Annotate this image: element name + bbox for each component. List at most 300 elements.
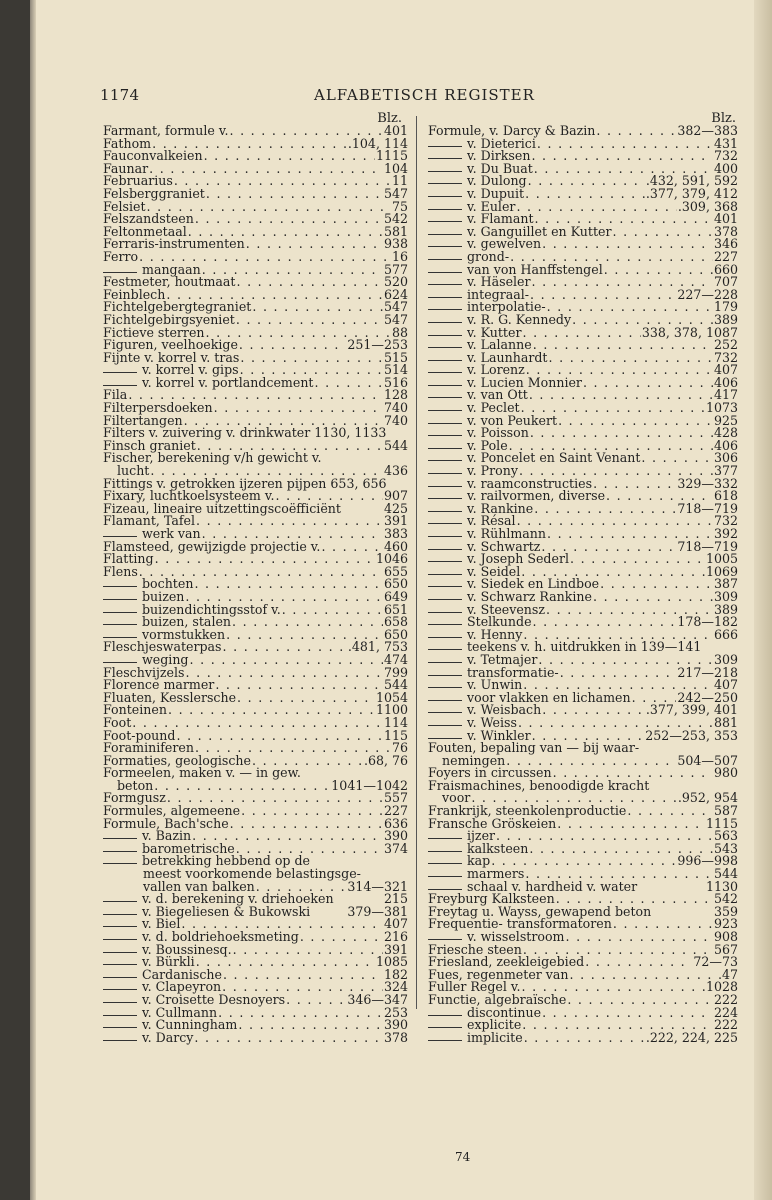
repeat-dash [428,599,462,600]
entry-term: v. raamconstructies [467,475,593,491]
repeat-dash [428,486,462,487]
entry-page-ref: 567 [713,941,738,957]
entry-page-ref: .481, 753 [347,639,408,655]
repeat-dash [428,612,462,613]
repeat-dash [428,473,462,474]
entry-term: ijzer [467,828,496,844]
entry-term: nemingen [442,752,506,768]
dot-leader [149,163,383,176]
entry-page-ref: 406 [713,374,738,390]
entry-page-ref: 516 [383,374,408,390]
dot-leader [230,818,383,831]
entry-page-ref: 76 [391,740,408,756]
entry-page-ref: 114 [383,714,408,730]
repeat-dash [428,624,462,625]
entry-term: Frequentie- transformatoren [428,916,612,932]
page-number: 1174 [100,86,140,104]
entry-term: voor [442,790,471,806]
entry-term: v. Poisson [467,425,529,441]
entry-page-ref: 428 [713,425,738,441]
entry-page-ref: .309, 368 [677,198,738,214]
entry-page-ref: 655 [383,563,408,579]
entry-page-ref: 1069 [705,563,738,579]
dot-leader [596,125,676,138]
entry-term: transformatie- [467,664,559,680]
entry-term: kap [467,853,491,869]
entry-term: v. d. boldriehoeksmeting [142,929,299,944]
entry-page-ref: 474 [383,651,408,667]
entry-page-ref: 718—719 [677,500,738,516]
dot-leader [528,175,645,188]
entry-page-ref: 338, 378, 1087 [641,324,738,340]
repeat-dash [428,460,462,461]
entry-term: Formules, algemeene [103,803,241,819]
entry-page-ref: 309 [713,588,738,604]
entry-term: v. Rühlmann [467,526,547,541]
running-title: ALFABETISCH REGISTER [314,86,535,104]
entry-term: v. Résal [467,513,516,529]
entry-term: implicite [467,1029,523,1045]
dot-leader [516,201,676,214]
entry-term: Flamsteed, gewijzigde projectie v. [103,538,321,554]
entry-term: discontinue [467,1004,542,1020]
dot-leader [154,780,330,793]
repeat-dash [428,675,462,676]
repeat-dash [103,964,137,965]
entry-page-ref: 407 [713,362,738,378]
dot-leader [223,641,347,654]
entry-page-ref: 799 [383,664,408,680]
entry-term: betrekking hebbend op de [142,853,310,869]
entry-page-ref: .377, 379, 412 [645,185,738,201]
entry-page-ref: 47 [721,966,738,982]
repeat-dash [428,360,462,361]
entry-term: marmers [467,866,525,882]
entry-page-ref: 346—347 [347,991,408,1007]
entry-page-ref: 252 [713,337,738,353]
entry-list [428,125,738,1044]
entry-term: Fransche Gröskeien [428,815,557,831]
entry-page-ref: 378 [383,1029,408,1045]
repeat-dash [428,322,462,323]
entry-term: Functie, algebraïsche [428,991,567,1007]
entry-term: v. Dupuit [467,185,525,201]
dot-leader [168,704,375,717]
entry-page-ref: 383 [383,526,408,541]
entry-term: v. Croisette Desnoyers [142,991,286,1007]
entry-page-ref: 460 [383,538,408,554]
entry-term: Frankrijk, steenkolenproductie [428,803,627,819]
entry-term: v. Cunningham [142,1017,238,1033]
entry-page-ref: 222 [713,991,738,1007]
repeat-dash [103,372,137,373]
entry-term: v. Euler [467,198,516,214]
entry-term: v. R. G. Kennedy [467,311,572,327]
entry-term: v. Boussinesq. [142,941,232,957]
repeat-dash [103,939,137,940]
entry-page-ref: 11 [391,173,408,189]
entry-page-ref: 329—332 [677,475,738,491]
repeat-dash [428,939,462,940]
entry-term: Fathom [103,135,152,151]
entry-term: Fischer, berekening v/h gewicht v. [103,450,322,466]
entry-page-ref: 732 [713,148,738,164]
dot-leader [531,150,713,163]
entry-term: v. Dirksen [467,148,531,164]
repeat-dash [103,989,137,990]
repeat-dash [428,561,462,562]
dot-leader [194,1032,383,1045]
entry-term: v. Winkler [467,727,531,743]
dot-leader [524,1032,645,1045]
dot-leader [558,415,713,428]
entry-term: v. gewelven [467,236,542,252]
repeat-dash [103,612,137,613]
dot-leader [604,264,713,277]
entry-page-ref: 104 [383,160,408,176]
dot-leader [613,918,713,931]
entry-page-ref: 1073 [705,400,738,416]
repeat-dash [428,385,462,386]
entry-page-ref: 391 [383,513,408,529]
entry-term: vormstukken [142,626,226,642]
entry-page-ref: 406 [713,437,738,453]
dot-leader [542,238,713,251]
entry-term: weging [142,651,189,667]
repeat-dash [428,1015,462,1016]
entry-term: Fixary, luchtkoelsysteem v. [103,488,275,504]
entry-term: beton [117,777,154,793]
entry-term: Fizeau, lineaire uitzettingscoëfficiënt [103,500,341,516]
dot-leader [236,314,383,327]
entry-term: v. Prony [467,463,518,479]
dot-leader [218,1007,383,1020]
entry-page-ref: 306 [713,450,738,466]
entry-term: v. Dulong [467,173,527,189]
entry-page-ref: 382—383 [677,123,738,138]
entry-page-ref: 379—381 [347,903,408,919]
signature-mark: 74 [455,1150,471,1164]
entry-term: v. d. berekening v. driehoeken [142,891,334,907]
dot-leader [593,478,676,491]
entry-term: v. Du Buat [467,160,533,176]
repeat-dash [428,183,462,184]
dot-leader [240,352,383,365]
dot-leader [241,805,383,818]
entry-term: Fraismachines, benoodigde kracht [428,777,650,793]
entry-term: v. Henny [467,626,523,642]
entry-term: v. Lorenz [467,362,525,378]
dot-leader [496,830,713,843]
repeat-dash [103,1015,137,1016]
entry-term: v. Lalanne [467,337,532,353]
entry-page-ref: 253 [383,1004,408,1020]
entry-term: Fleschjeswaterpas [103,639,222,655]
repeat-dash [428,649,462,650]
entry-term: v. Peclet [467,400,520,416]
index-entry [103,238,408,251]
entry-page-ref: 178—182 [677,614,738,630]
entry-term: v. Cullmann [142,1004,218,1020]
dot-leader [206,188,383,201]
entry-page-ref: 515 [383,349,408,365]
entry-term: Foraminiferen [103,740,194,756]
entry-page-ref: 666 [713,626,738,642]
repeat-dash [428,372,462,373]
dot-leader [533,339,713,352]
dot-leader [196,956,375,969]
repeat-dash [428,712,462,713]
entry-page-ref: 227 [713,248,738,264]
dot-leader [286,994,346,1007]
entry-term: Farmant, formule v. [103,123,229,138]
entry-term: Formule, v. Darcy & Bazin [428,123,596,138]
dot-leader [600,578,713,591]
entry-page-ref: 224 [713,1004,738,1020]
entry-page-ref: 431 [713,135,738,151]
entry-page-ref: 542 [713,891,738,907]
entry-page-ref: 1085 [375,954,408,970]
index-entry [103,553,408,566]
dot-leader [185,667,382,680]
book-binding [0,0,30,1200]
entry-term: Formule, Bach'sche [103,815,229,831]
repeat-dash [428,335,462,336]
entry-term: buizendichtingsstof v. [142,601,281,617]
dot-leader [570,969,721,982]
entry-page-ref: 996—998 [677,853,738,869]
repeat-dash [428,146,462,147]
blz-label: Blz. [711,111,736,126]
repeat-dash [428,423,462,424]
dot-leader [321,541,383,554]
entry-page-ref: 1115 [375,148,408,164]
entry-term: teekens v. h. uitdrukken in 139—141 [467,639,702,655]
entry-term: v. Häseler [467,274,531,290]
entry-term: Fichtelgebergtegraniet [103,299,252,315]
entry-term: Ferro [103,248,139,264]
entry-term: Freytag u. Wayss, gewapend beton [428,903,652,919]
entry-term: Figuren, veelhoekige [103,337,238,353]
entry-page-ref: 938 [383,236,408,252]
dot-leader [542,1007,713,1020]
entry-page-ref: 1100 [375,702,408,718]
entry-term: v. Darcy [142,1029,194,1045]
entry-page-ref: 547 [383,311,408,327]
entry-page-ref: 660 [713,261,738,277]
entry-page-ref: 740 [383,400,408,416]
repeat-dash [103,1027,137,1028]
repeat-dash [103,901,137,902]
entry-page-ref: 389 [713,311,738,327]
dot-leader [194,578,383,591]
entry-page-ref: 1046 [375,551,408,567]
repeat-dash [428,435,462,436]
entry-term: Faunar [103,160,149,176]
entry-page-ref: 1005 [705,551,738,567]
entry-term: Finsch graniet [103,437,196,453]
dot-leader [155,553,375,566]
repeat-dash [428,209,462,210]
repeat-dash [103,914,137,915]
entry-term: Filterpersdoeken [103,400,213,416]
entry-page-ref: 88 [391,324,408,340]
repeat-dash [428,196,462,197]
entry-term: lucht [117,463,150,479]
dot-leader [530,289,676,302]
entry-term: meest voorkomende belastingsge- [143,866,361,882]
repeat-dash [428,171,462,172]
dot-leader [566,931,713,944]
entry-term: v. Schwarz Rankine [467,588,592,604]
repeat-dash [428,586,462,587]
entry-page-ref: 222 [713,1017,738,1033]
entry-page-ref: 732 [713,513,738,529]
entry-page-ref: 925 [713,412,738,428]
index-entry [103,185,408,201]
repeat-dash [428,725,462,726]
entry-term: vallen van balken [143,878,255,894]
dot-leader [612,226,712,239]
entry-term: v. Joseph Sederl [467,551,569,567]
entry-page-ref: 544 [383,437,408,453]
entry-term: v. Weiss [467,714,517,730]
dot-leader [517,515,713,528]
repeat-dash [428,549,462,550]
repeat-dash [428,536,462,537]
entry-term: v. Tetmajer [467,651,538,667]
repeat-dash [428,511,462,512]
dot-leader [627,805,713,818]
repeat-dash [428,259,462,260]
repeat-dash [428,863,462,864]
entry-term: buizen, stalen [142,614,232,630]
index-entry [103,704,408,717]
entry-term: Februarius [103,173,173,189]
repeat-dash [428,498,462,499]
entry-page-ref: 1130 [705,878,738,894]
entry-page-ref: 1054 [375,689,408,705]
entry-page-ref: 400 [713,160,738,176]
entry-page-ref: 389 [713,601,738,617]
repeat-dash [428,272,462,273]
entry-term: Friesland, zeekleigebied [428,954,585,970]
repeat-dash [428,1040,462,1041]
entry-term: Fauconvalkeien [103,148,203,164]
repeat-dash [103,952,137,953]
entry-term: Felsberggraniet [103,185,205,201]
entry-term: Fittings v. getrokken ijzeren pijpen 653, 656 [103,475,387,491]
entry-page-ref: 563 [713,828,738,844]
entry-page-ref: 407 [383,916,408,932]
index-entry [103,150,408,163]
entry-page-ref: .377, 399, 401 [645,702,738,718]
repeat-dash [428,297,462,298]
entry-page-ref: 251—253 [347,337,408,353]
entry-term: v. Steevensz [467,601,545,617]
dot-leader [525,188,645,201]
entry-term: Freyburg Kalksteen [428,891,555,907]
entry-page-ref: 417 [713,387,738,403]
entry-page-ref: 377 [713,463,738,479]
entry-term: Cardanische [142,966,222,982]
entry-page-ref: 658 [383,614,408,630]
entry-page-ref: 227 [383,803,408,819]
entry-page-ref: 179 [713,299,738,315]
entry-page-ref: 520 [383,274,408,290]
entry-page-ref: 1115 [705,815,738,831]
entry-page-ref: 740 [383,412,408,428]
entry-term: v. Siedek en Lindboe [467,576,600,592]
entry-page-ref: 378 [713,223,738,239]
entry-page-ref: 359 [713,903,738,919]
dot-leader [300,931,383,944]
dot-leader [583,377,713,390]
entry-term: grond- [467,248,510,264]
repeat-dash [428,1027,462,1028]
repeat-dash [428,838,462,839]
entry-page-ref: 650 [383,626,408,642]
repeat-dash [428,662,462,663]
entry-page-ref: 718—719 [677,538,738,554]
repeat-dash [103,1002,137,1003]
repeat-dash [103,624,137,625]
dot-leader [215,679,383,692]
repeat-dash [103,851,137,852]
entry-term: Felszandsteen [103,211,194,227]
entry-term: voor vlakken en lichamen [467,689,631,705]
entry-term: Formeelen, maken v. — in gew. [103,765,301,781]
entry-page-ref: 425 [383,500,408,516]
entry-page-ref: 707 [713,274,738,290]
entry-term: v. van Ott [467,387,528,403]
entry-page-ref: 252—253, 353 [645,727,738,743]
dot-leader [233,944,383,957]
entry-term: Feinblech [103,286,166,302]
entry-term: mangaan [142,261,201,277]
entry-term: Fues, regenmeter van [428,966,569,982]
entry-term: v. von Peukert [467,412,558,428]
dot-leader [195,213,383,226]
entry-term: Feltonmetaal [103,223,187,239]
repeat-dash [428,448,462,449]
entry-term: v. korrel v. portlandcement [142,374,314,390]
entry-page-ref: 401 [383,123,408,138]
repeat-dash [103,662,137,663]
entry-term: Fouten, bepaling van — bij waar- [428,740,640,756]
entry-page-ref: 390 [383,1017,408,1033]
entry-term: Fonteinen [103,702,167,718]
entry-term: v. Rankine [467,500,534,516]
dot-leader [190,654,383,667]
entry-term: werk van [142,526,201,541]
entry-term: Festmeter, houtmaat [103,274,236,290]
entry-term: v. Bürkli [142,954,195,970]
entry-page-ref: 544 [383,677,408,693]
entry-term: Foyers in circussen [428,765,552,781]
entry-page-ref: 215 [383,891,408,907]
entry-page-ref: 324 [383,979,408,995]
entry-term: Friesche steen [428,941,522,957]
entry-page-ref: 514 [383,362,408,378]
entry-term: buizen [142,588,185,604]
repeat-dash [428,221,462,222]
entry-page-ref: 881 [713,714,738,730]
entry-page-ref: 542 [383,211,408,227]
entry-page-ref: 216 [383,929,408,944]
dot-leader [223,969,383,982]
dot-leader [196,515,383,528]
